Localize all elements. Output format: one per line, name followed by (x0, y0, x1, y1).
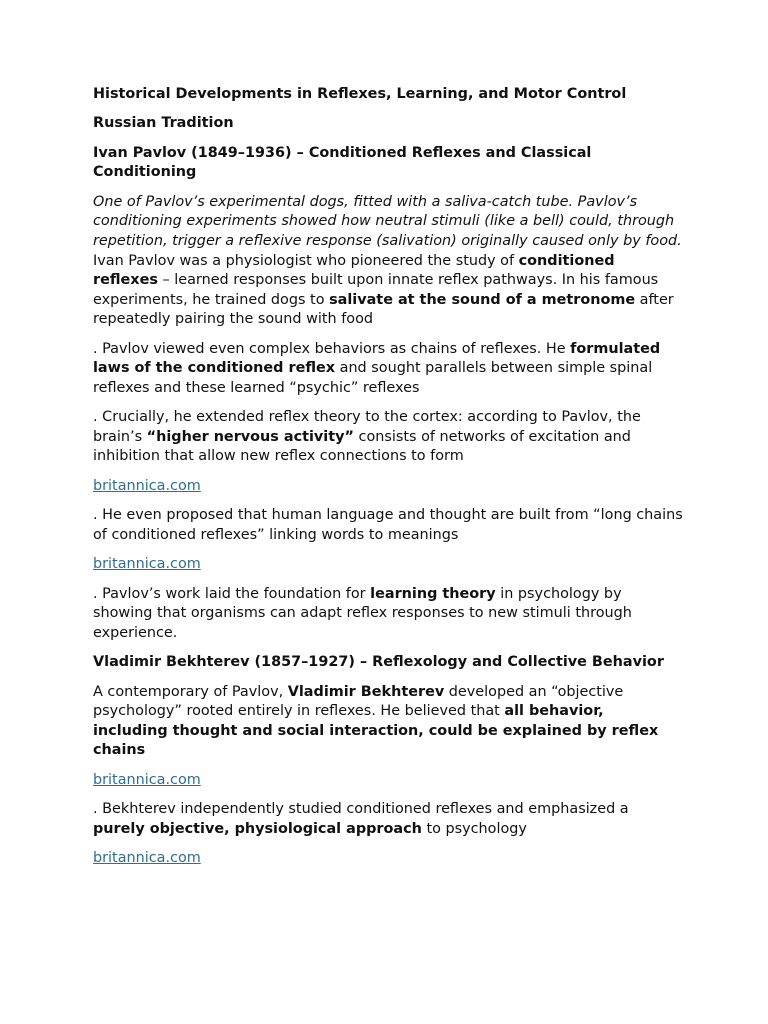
bold-run: conditioned reflexes (93, 252, 615, 289)
pavlov-paragraph-3 (93, 408, 683, 467)
bold-run: Vladimir Bekhterev (287, 683, 445, 700)
document-title: Historical Developments in Reflexes, Learning, and Motor Control (93, 86, 627, 102)
text-run: Ivan Pavlov was a physiologist who pioneered the study of (93, 252, 519, 269)
britannica-link[interactable]: britannica.com (93, 771, 201, 788)
text-run: . Crucially, he extended reflex theory to the cortex: according to Pavlov, the brain’s (93, 409, 641, 445)
britannica-link[interactable]: britannica.com (93, 556, 201, 573)
pavlov-paragraph-4: . He even proposed that human language and thought are built from “long chains of conditioned reflexes” linking words to meanings (93, 507, 683, 543)
pavlov-paragraph-1 (93, 252, 683, 330)
bold-run: salivate at the sound of a metronome (329, 291, 636, 308)
section-heading: Russian Tradition (93, 115, 234, 132)
source-link-paragraph (93, 771, 683, 791)
bekhterev-heading: Vladimir Bekhterev (1857–1927) – Reflexology and Collective Behavior (93, 654, 664, 671)
bold-run: learning theory (370, 585, 496, 602)
source-link-paragraph (93, 849, 683, 869)
pavlov-heading: Ivan Pavlov (1849–1936) – Conditioned Reflexes and Classical Conditioning (93, 144, 592, 181)
text-run: to psychology (421, 820, 527, 837)
bold-run: purely objective, physiological approach (93, 820, 422, 837)
pavlov-paragraph-5 (93, 585, 683, 644)
text-run: consists of networks of excitation and inhibition that allow new reflex connections to form (93, 428, 631, 465)
text-run: after repeatedly pairing the sound with food (93, 291, 674, 328)
text-run: A contemporary of Pavlov, (93, 683, 288, 700)
text-run: . Bekhterev independently studied conditioned reflexes and emphasized a (93, 801, 629, 818)
source-link-paragraph (93, 555, 683, 575)
pavlov-paragraph-2 (93, 340, 683, 399)
text-run: in psychology by showing that organisms can adapt reflex responses to new stimuli through experience. (93, 585, 632, 641)
bekhterev-paragraph-2 (93, 800, 683, 839)
image-caption: One of Pavlov’s experimental dogs, fitted with a saliva-catch tube. Pavlov’s conditioning experiments showed how neutral stimuli (like a bell) could, through repetition, trigger a reflexive response (salivation) originally caused only by food. (93, 193, 682, 249)
text-run: . Pavlov’s work laid the foundation for (93, 585, 371, 602)
text-run: and sought parallels between simple spinal reflexes and these learned “psychic” reflexes (93, 360, 653, 396)
bold-run: “higher nervous activity” (146, 428, 354, 445)
source-link-paragraph (93, 477, 683, 497)
text-run: developed an “objective psychology” rooted entirely in reflexes. He believed that (93, 683, 624, 720)
bekhterev-paragraph-1 (93, 683, 683, 761)
text-run: . Pavlov viewed even complex behaviors as chains of reflexes. He (93, 340, 571, 357)
document-page (93, 85, 683, 879)
bold-run: all behavior, including thought and social interaction, could be explained by reflex chains (93, 703, 659, 759)
britannica-link[interactable]: britannica.com (93, 477, 201, 494)
text-run: – learned responses built upon innate reflex pathways. In his famous experiments, he trained dogs to (93, 272, 659, 308)
bold-run: formulated laws of the conditioned reflex (93, 340, 661, 377)
britannica-link[interactable]: britannica.com (93, 850, 201, 867)
